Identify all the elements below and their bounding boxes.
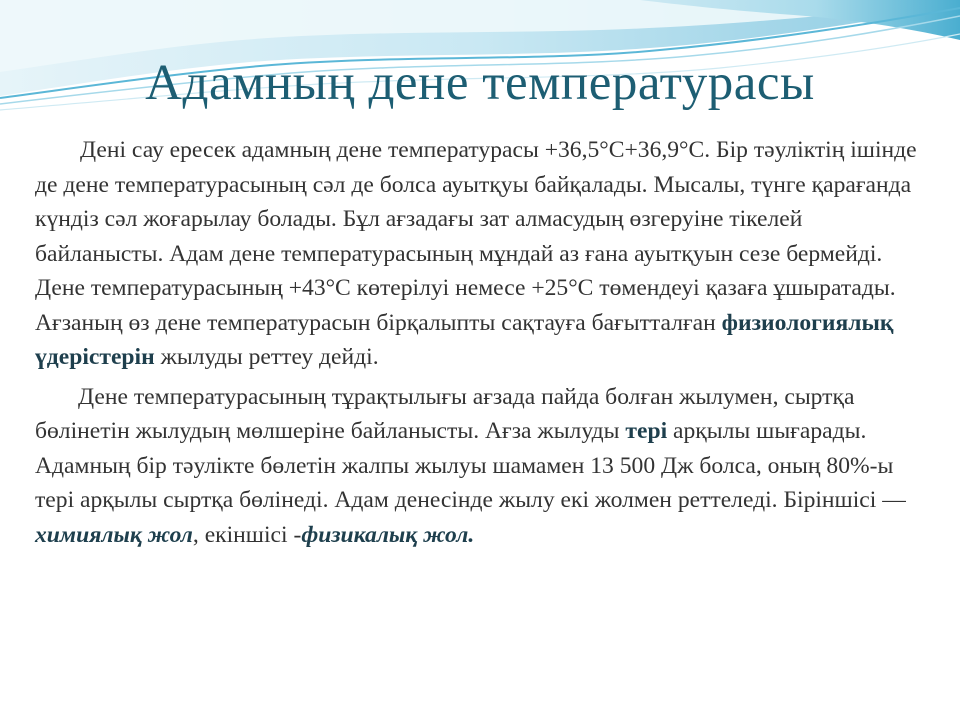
paragraph2-text: Дене температурасының тұрақтылығы ағзада пайда болған жылумен, сыртқа бөлінетін жылудың мөлшеріне байланысты. Ағза жылуды: [35, 383, 855, 444]
term-skin: тері: [625, 418, 668, 444]
term-physical-way: физикалық жол.: [301, 521, 475, 548]
term-chemical-way: химиялық жол: [35, 521, 193, 548]
paragraph1-text-end: жылуды реттеу дейді.: [154, 344, 379, 370]
slide-title: Адамның дене температурасы: [145, 55, 815, 111]
term-physiological-processes: физиологиялық үдерістерін: [35, 309, 894, 370]
paragraph1-text: Дені сау ересек адамның дене температурасы +36,5°С+36,9°С. Бір тәуліктің ішінде де дене температурасының сәл де болса ауытқуы байқалады. Мысалы, түнге қарағанда күндіз сәл жоғарылау болады. Бұл ағзадағы зат алмасудың өзгеруіне тікелей байланысты. Адам дене температурасының мұндай аз ғана ауытқуын сезе бермейді. Дене температурасының +43°С көтерілуі немесе +25°С төмендеуі қазаға ұшыратады. Ағзаның өз дене температурасын бірқалыпты сақтауға бағытталған: [35, 137, 917, 336]
paragraph-body-temperature: [35, 133, 925, 375]
paragraph2-text-mid: арқылы шығарады. Адамның бір тәулікте бөлетін жалпы жылуы шамамен 13 500 Дж болса, оның 80%-ы тері арқылы сыртқа бөлінеді. Адам денесінде жылу екі жолмен реттеледі. Біріншісі —: [35, 418, 906, 513]
paragraph2-text-between: , екіншісі -: [192, 521, 302, 548]
slide-body: [35, 133, 925, 552]
paragraph-heat-regulation: [35, 380, 925, 553]
